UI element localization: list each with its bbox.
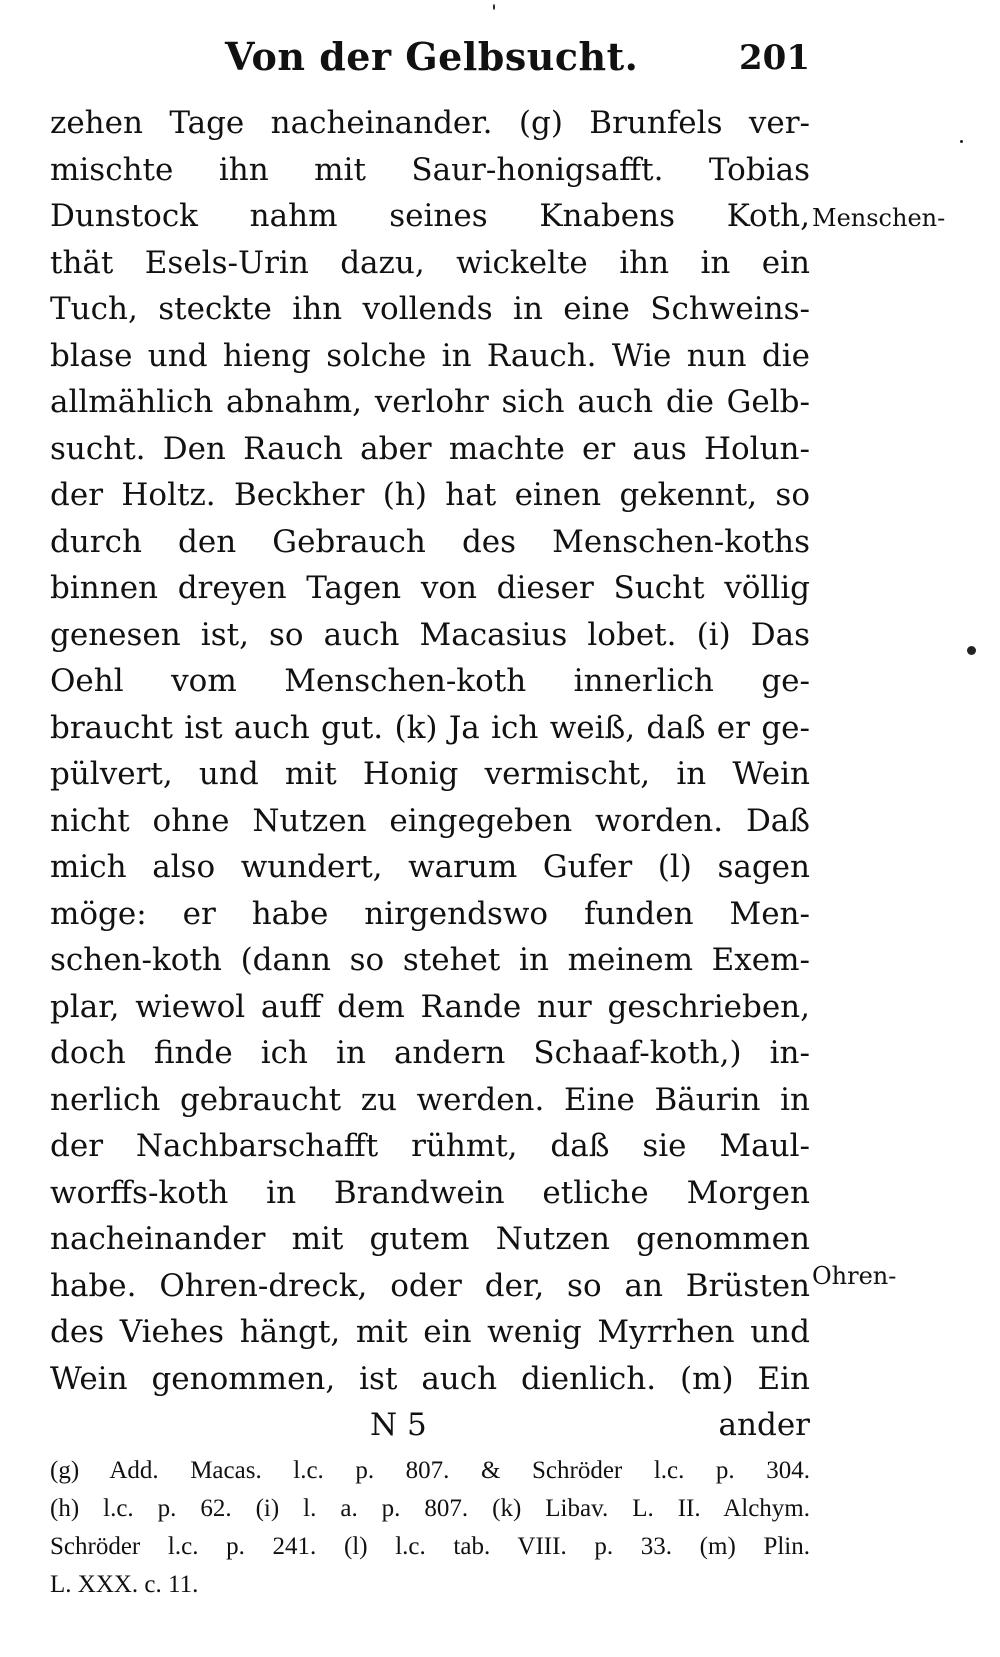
text-line: Wein genommen, ist auch dienlich. (m) Ein	[50, 1360, 810, 1397]
signature-line	[50, 1402, 810, 1449]
text-line: nacheinander mit gutem Nutzen genommen	[50, 1221, 810, 1257]
text-line: des Viehes hängt, mit ein wenig Myrrhen und	[50, 1314, 810, 1350]
text-line: sucht. Den Rauch aber machte er aus Holun-	[50, 430, 810, 467]
footnote-line: L. XXX. c. 11.	[50, 1571, 199, 1598]
text-line: binnen dreyen Tagen von dieser Sucht völlig	[50, 570, 810, 606]
text-line: zehen Tage nacheinander. (g) Brunfels ver-	[50, 105, 810, 141]
catchword: ander	[718, 1407, 810, 1443]
text-line: mischte ihn mit Saur-honigsafft. Tobias	[50, 151, 810, 188]
text-line: Oehl vom Menschen-koth innerlich ge-	[50, 663, 810, 699]
main-text	[50, 100, 810, 1449]
text-line: durch den Gebrauch des Menschen-koths	[50, 523, 810, 560]
page-number: 201	[739, 38, 810, 78]
text-line: braucht ist auch gut. (k) Ja ich weiß, daß er ge-	[50, 709, 810, 746]
text-line: der Nachbarschafft rühmt, daß sie Maul-	[50, 1128, 810, 1164]
margin-note-ohren: Ohren-	[812, 1262, 897, 1290]
text-line: pülvert, und mit Honig vermischt, in Wein	[50, 756, 810, 792]
text-line: Dunstock nahm seines Knabens Koth,	[50, 198, 810, 234]
text-line: der Holtz. Beckher (h) hat einen gekennt, so	[50, 477, 810, 513]
footnote-line: Schröder l.c. p. 241. (l) l.c. tab. VIII. p. 33. (m) Plin.	[50, 1533, 810, 1560]
text-line: möge: er habe nirgendswo funden Men-	[50, 895, 810, 932]
signature-mark: N 5	[370, 1407, 427, 1443]
text-line: doch finde ich in andern Schaaf-koth,) in-	[50, 1035, 810, 1071]
ink-speck	[960, 140, 963, 143]
page-header	[50, 34, 810, 94]
text-line: plar, wiewol auff dem Rande nur geschrieben,	[50, 988, 810, 1025]
text-line: blase und hieng solche in Rauch. Wie nun die	[50, 337, 810, 374]
ink-speck	[493, 4, 495, 10]
text-line: schen-koth (dann so stehet in meinem Exem-	[50, 942, 810, 978]
text-line: mich also wundert, warum Gufer (l) sagen	[50, 849, 810, 885]
text-line: Tuch, steckte ihn vollends in eine Schweins-	[50, 291, 810, 327]
running-title: Von der Gelbsucht.	[225, 34, 639, 79]
footnotes	[50, 1452, 810, 1604]
text-line: genesen ist, so auch Macasius lobet. (i) Das	[50, 616, 810, 653]
text-line: nicht ohne Nutzen eingegeben worden. Daß	[50, 802, 810, 839]
text-line: thät Esels-Urin dazu, wickelte ihn in ein	[50, 244, 810, 281]
footnote-line: (h) l.c. p. 62. (i) l. a. p. 807. (k) Libav. L. II. Alchym.	[50, 1495, 810, 1522]
footnote-line: (g) Add. Macas. l.c. p. 807. & Schröder l.c. p. 304.	[50, 1457, 810, 1484]
ink-speck	[967, 646, 976, 655]
text-line: nerlich gebraucht zu werden. Eine Bäurin in	[50, 1081, 810, 1118]
text-line: worffs-koth in Brandwein etliche Morgen	[50, 1174, 810, 1211]
text-line: allmählich abnahm, verlohr sich auch die Gelb-	[50, 384, 810, 420]
margin-note-menschen: Menschen-	[812, 204, 946, 232]
text-line: habe. Ohren-dreck, oder der, so an Brüsten	[50, 1267, 810, 1304]
